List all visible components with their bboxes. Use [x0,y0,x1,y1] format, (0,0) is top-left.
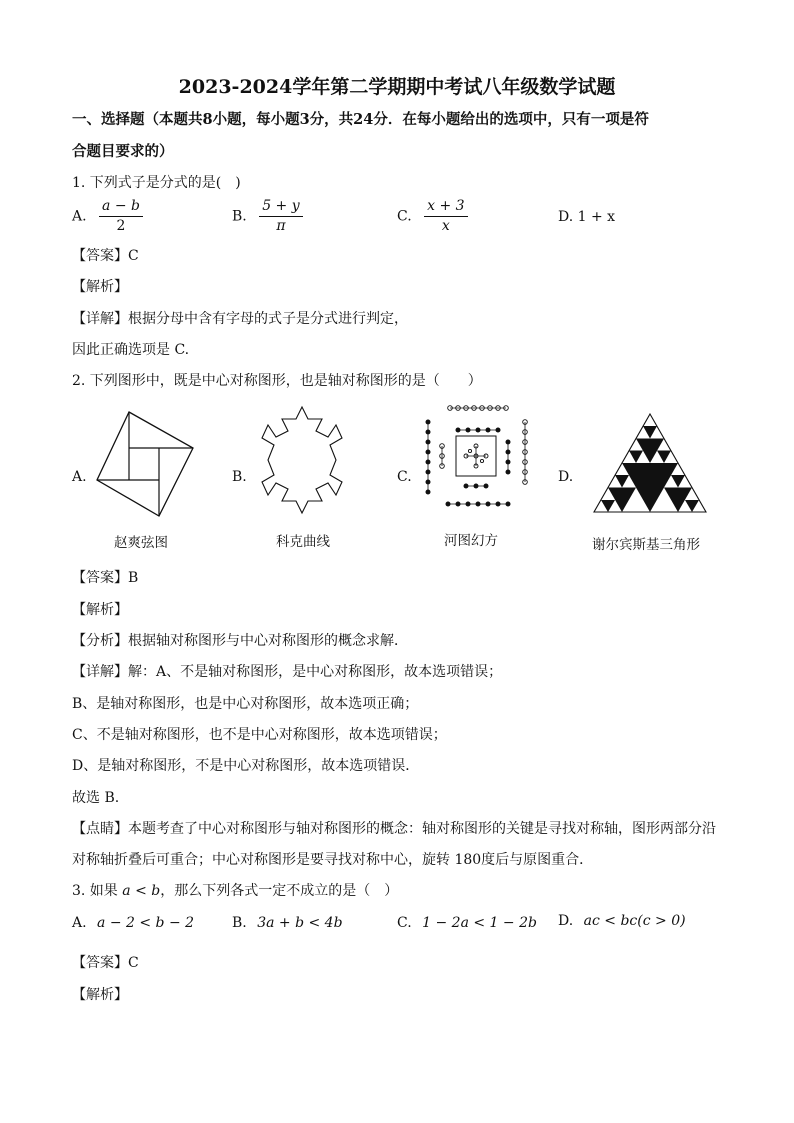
page-title: 2023-2024学年第二学期期中考试八年级数学试题 [178,76,616,98]
q1-option-a-numerator: a − b [99,198,143,217]
zhao-shuang-diagram [95,410,195,518]
q1-option-d-label: D. [558,209,574,225]
q1-option-b-label: B. [232,208,247,225]
q1-option-d [558,209,615,225]
q3-option-d-label: D. [558,913,574,929]
q3-stem-post: ，那么下列各式一定不成立的是（ ） [160,883,399,899]
q1-option-a-denominator: 2 [116,218,126,234]
q2-caption-d: 谢尔宾斯基三角形 [592,537,700,552]
section-heading-line2: 合题目要求的） [72,143,174,160]
q2-caption-a: 赵爽弦图 [114,535,168,550]
q3-option-b-text: 3a + b < 4b [257,915,343,931]
q1-option-c-label: C. [397,208,412,225]
q3-option-c-label: C. [397,915,412,931]
q2-analysis: 【解析】 [72,602,128,618]
q2-fenxi: 【分析】根据轴对称图形与中心对称图形的概念求解． [72,633,408,649]
q2-dianjing-line2: 对称轴折叠后可重合；中心对称图形是要寻找对称中心，旋转 180度后与原图重合． [72,852,594,868]
q1-option-b-fraction [259,198,302,235]
q2-detail-c: C、不是轴对称图形，也不是中心对称图形，故本选项错误； [72,727,447,743]
q1-stem: 1. 下列式子是分式的是( ) [72,175,241,191]
q1-option-b-denominator: π [276,218,286,234]
q3-option-a-label: A. [72,915,87,931]
q3-stem [72,880,398,900]
q3-option-d-text: ac < bc(c > 0) [583,913,686,929]
q2-label-d: D. [558,469,574,485]
q1-option-c-denominator: x [441,218,450,234]
q3-stem-math: a < b [122,883,161,899]
section-heading-line1: 一、选择题（本题共8小题，每小题3分，共24分．在每小题给出的选项中，只有一项是符 [72,111,649,128]
hetu-magic-square [420,404,532,516]
q3-option-b-label: B. [232,915,247,931]
q3-option-a [72,915,194,931]
q1-answer: 【答案】C [72,248,139,264]
q2-dianjing-line1: 【点睛】本题考查了中心对称图形与轴对称图形的概念：轴对称图形的关键是寻找对称轴，图形两部分沿 [72,821,716,837]
q3-option-c [397,915,537,931]
q2-caption-b: 科克曲线 [276,534,330,549]
q3-option-d [558,913,686,929]
q3-option-b [232,915,343,931]
q1-option-b [232,198,303,235]
q3-answer: 【答案】C [72,955,139,971]
q1-detail: 【详解】根据分母中含有字母的式子是分式进行判定， [72,311,408,327]
sierpinski-triangle [592,412,708,514]
q3-option-a-text: a − 2 < b − 2 [97,915,195,931]
q1-option-a [72,198,143,235]
q1-option-a-label: A. [72,208,87,225]
q3-stem-pre: 3. 如果 [72,883,118,899]
q1-option-d-text: 1 + x [577,209,616,225]
q1-option-b-numerator: 5 + y [259,198,302,217]
q2-detail-b: B、是轴对称图形，也是中心对称图形，故本选项正确； [72,696,419,712]
q2-label-b: B. [232,469,247,485]
q1-option-c-numerator: x + 3 [424,198,467,217]
q1-conclusion: 因此正确选项是 C. [72,342,190,358]
q1-option-a-fraction [99,198,143,235]
q2-caption-c: 河图幻方 [444,533,498,548]
q1-option-c [397,198,468,235]
q2-detail-a: 【详解】解：A、不是轴对称图形，是中心对称图形，故本选项错误； [72,664,503,680]
q1-analysis: 【解析】 [72,279,128,295]
q2-answer: 【答案】B [72,570,139,586]
q2-label-c: C. [397,469,412,485]
q2-detail-d: D、是轴对称图形，不是中心对称图形，故本选项错误． [72,758,420,774]
koch-snowflake [254,405,350,515]
q2-stem: 2. 下列图形中，既是中心对称图形，也是轴对称图形的是（ ） [72,373,482,389]
q1-option-c-fraction [424,198,467,235]
q3-option-c-text: 1 − 2a < 1 − 2b [422,915,537,931]
q2-label-a: A. [72,469,87,485]
q3-analysis: 【解析】 [72,987,128,1003]
q2-choose: 故选 B. [72,790,120,806]
